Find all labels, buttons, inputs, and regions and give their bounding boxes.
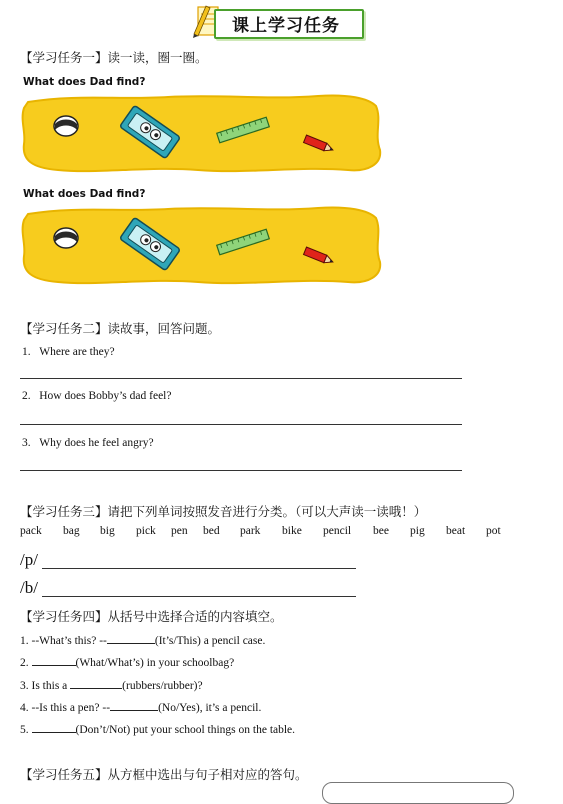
task2-heading-bracket: 【学习任务二】 (20, 321, 108, 336)
task2-question-2 (22, 390, 171, 402)
fill-item-1 (20, 632, 265, 647)
word-item: beat (446, 525, 466, 537)
phoneme-b-label: /b/ (20, 578, 38, 597)
task2-heading-text: 读故事，回答问题。 (107, 321, 221, 336)
page-title: 课上学习任务 (232, 16, 340, 36)
task4-heading (20, 607, 283, 625)
task1-heading (20, 48, 208, 66)
word-item: bike (282, 525, 302, 537)
fill-item-suffix: (It’s/This) a pencil case. (154, 635, 266, 647)
fill-item-3 (20, 677, 203, 692)
task2-heading (20, 319, 220, 337)
word-item: pick (136, 525, 156, 537)
phoneme-p-label: /p/ (20, 550, 38, 569)
word-item: pen (171, 525, 188, 537)
task5-heading (20, 765, 308, 783)
word-item: pig (410, 525, 425, 537)
fill-item-suffix: (What/What’s) in your schoolbag? (75, 657, 235, 669)
fill-blank[interactable] (32, 721, 76, 733)
question-text: Where are they? (39, 346, 115, 358)
word-item: pack (20, 525, 42, 537)
task1-question-a: What does Dad find? (23, 76, 146, 88)
fill-item-5 (20, 721, 295, 736)
word-item: park (240, 525, 261, 537)
word-item: bag (63, 525, 80, 537)
task2-question-3 (22, 437, 154, 449)
fill-item-prefix: 5. (20, 724, 32, 736)
task3-heading-text: 请把下列单词按照发音进行分类。（可以大声读一读哦！） (107, 504, 427, 519)
fill-item-2 (20, 654, 234, 669)
fill-item-prefix: 3. Is this a (20, 680, 71, 692)
task4-heading-text: 从括号中选择合适的内容填空。 (107, 609, 283, 624)
fill-item-suffix: (Don’t/Not) put your school things on the table. (75, 724, 296, 736)
task3-heading-bracket: 【学习任务三】 (20, 504, 108, 519)
answer-line[interactable] (20, 378, 462, 379)
fill-item-prefix: 1. --What’s this? -- (20, 635, 107, 647)
word-item: big (100, 525, 115, 537)
task1-heading-bracket: 【学习任务一】 (20, 50, 108, 65)
phoneme-p-answer-line[interactable] (42, 568, 356, 569)
task1-heading-text: 读一读，圈一圈。 (107, 50, 208, 65)
word-item: bee (373, 525, 389, 537)
task5-heading-text: 从方框中选出与句子相对应的答句。 (107, 767, 308, 782)
eraser-icon (54, 116, 78, 136)
fill-item-prefix: 4. --Is this a pen? -- (20, 702, 111, 714)
picture-panel-b (18, 206, 382, 286)
question-text: Why does he feel angry? (39, 437, 154, 449)
picture-panel-a (18, 94, 382, 174)
word-item: pencil (323, 525, 352, 537)
fill-item-suffix: (No/Yes), it’s a pencil. (158, 702, 262, 714)
eraser-icon (54, 228, 78, 248)
fill-blank[interactable] (32, 654, 76, 666)
fill-blank[interactable] (107, 632, 155, 644)
task4-heading-bracket: 【学习任务四】 (20, 609, 108, 624)
fill-item-suffix: (rubbers/rubber)? (122, 680, 203, 692)
word-item: pot (486, 525, 501, 537)
fill-blank[interactable] (110, 699, 158, 711)
task3-heading (20, 502, 426, 520)
fill-blank[interactable] (70, 677, 122, 689)
task5-heading-bracket: 【学习任务五】 (20, 767, 108, 782)
question-number: 2. (22, 390, 31, 402)
yellow-banner (23, 207, 381, 283)
answer-options-box (322, 782, 514, 804)
question-text: How does Bobby’s dad feel? (39, 390, 172, 402)
section-header-badge (190, 4, 368, 38)
task2-question-1 (22, 346, 115, 358)
answer-line[interactable] (20, 424, 462, 425)
task1-question-b: What does Dad find? (23, 188, 146, 200)
answer-line[interactable] (20, 470, 462, 471)
question-number: 1. (22, 346, 31, 358)
phoneme-b-answer-line[interactable] (42, 596, 356, 597)
fill-item-prefix: 2. (20, 657, 32, 669)
question-number: 3. (22, 437, 31, 449)
word-item: bed (203, 525, 220, 537)
fill-item-4 (20, 699, 261, 714)
yellow-banner (23, 95, 381, 171)
